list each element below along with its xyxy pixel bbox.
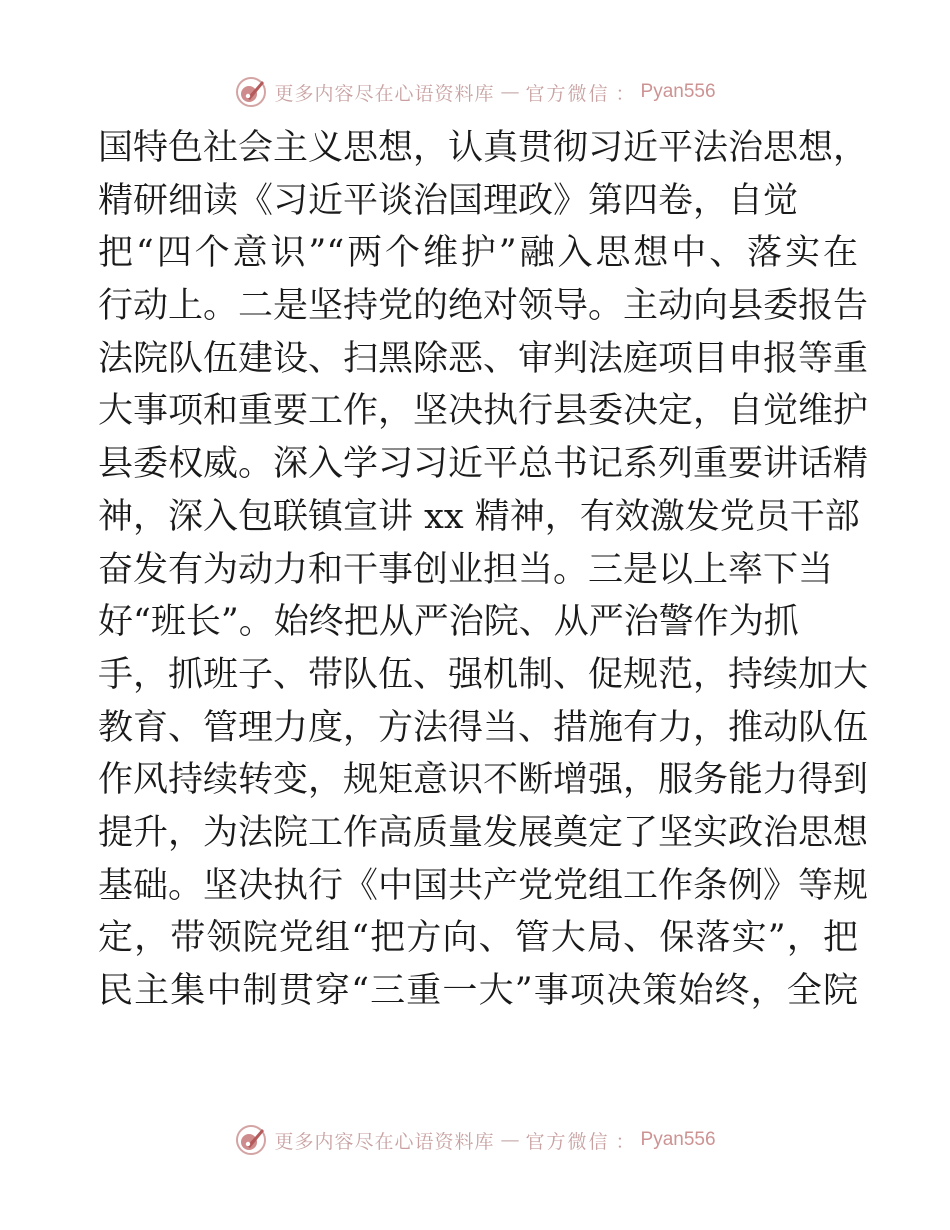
header-watermark <box>0 72 950 112</box>
text-line: 国特色社会主义思想，认真贯彻习近平法治思想， <box>98 128 869 168</box>
watermark-separator: ： <box>615 1130 635 1153</box>
text-line: 基础。坚决执行《中国共产党党组工作条例》等规 <box>98 865 869 906</box>
text-line: 民主集中制贯穿“三重一大”事项决策始终，全院 <box>98 971 858 1011</box>
text-line: 手，抓班子、带队伍、强机制、促规范，持续加大 <box>98 654 869 695</box>
footer-watermark <box>0 1120 950 1160</box>
text-line: 教育、管理力度，方法得当、措施有力，推动队伍 <box>98 707 869 748</box>
text-line: 奋发有为动力和干事创业担当。三是以上率下当 <box>98 549 834 590</box>
watermark-dash: — <box>500 1129 520 1151</box>
text-line: 精研细读《习近平谈治国理政》第四卷，自觉 <box>98 180 799 221</box>
watermark-wechat-label: 官方微信 <box>525 1130 610 1153</box>
text-line: 把“四个意识”“两个维护”融入思想中、落实在 <box>98 233 858 274</box>
text-line: 法院队伍建设、扫黑除恶、审判法庭项目申报等重 <box>98 338 869 379</box>
text-line: 神，深入包联镇宣讲 xx 精神，有效激发党员干部 <box>98 496 860 537</box>
watermark-separator: ： <box>615 82 635 105</box>
text-line: 提升，为法院工作高质量发展奠定了坚实政治思想 <box>98 812 869 853</box>
text-line: 县委权威。深入学习习近平总书记系列重要讲话精 <box>98 444 869 485</box>
watermark-site-text: 更多内容尽在心语资料库 <box>274 1130 495 1153</box>
quill-logo-icon <box>234 75 268 109</box>
text-line: 行动上。二是坚持党的绝对领导。主动向县委报告 <box>98 286 869 327</box>
body-paragraph <box>98 122 869 1018</box>
watermark-wechat-label: 官方微信 <box>525 82 610 105</box>
text-line: 大事项和重要工作，坚决执行县委决定，自觉维护 <box>98 391 869 432</box>
watermark-dash: — <box>500 81 520 103</box>
watermark-site-text: 更多内容尽在心语资料库 <box>274 82 495 105</box>
watermark-wechat-id: Pyan556 <box>640 1129 716 1150</box>
watermark-wechat-id: Pyan556 <box>640 81 716 102</box>
text-line: 作风持续转变，规矩意识不断增强，服务能力得到 <box>98 760 869 801</box>
text-line: 好“班长”。始终把从严治院、从严治警作为抓 <box>98 602 799 643</box>
text-line: 定，带领院党组“把方向、管大局、保落实”，把 <box>98 918 858 959</box>
quill-logo-icon <box>234 1123 268 1157</box>
